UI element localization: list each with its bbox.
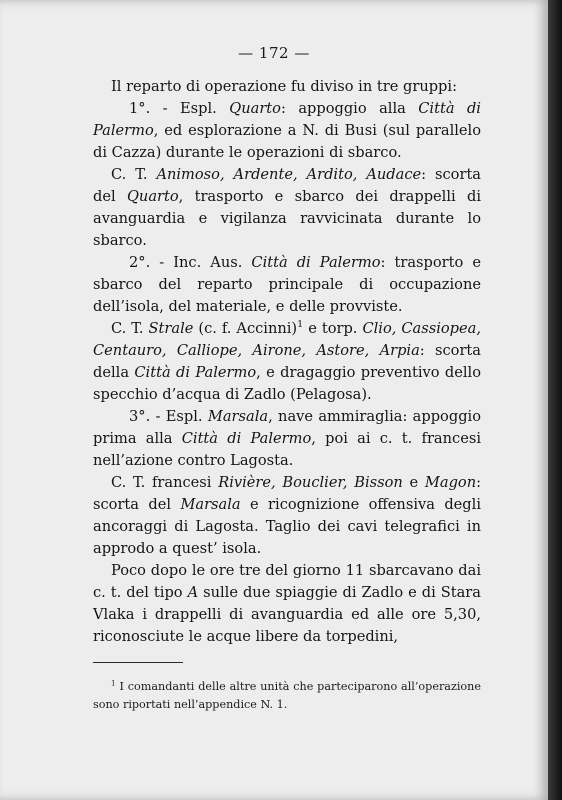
- footnote: [93, 678, 481, 714]
- text-run: 1°. - Espl.: [129, 100, 230, 117]
- italic-text: Clio, Cassiopea, Centauro, Calliope, Airone, Astore, Arpia: [93, 320, 482, 359]
- italic-text: Marsala: [180, 496, 241, 513]
- paragraph: [93, 252, 481, 318]
- text-run: : scorta della: [93, 342, 481, 381]
- text-run: C. T.: [111, 166, 157, 183]
- paragraph: [93, 406, 481, 472]
- text-run: 3°. - Espl.: [129, 408, 208, 425]
- page-edge-shadow: [548, 0, 562, 800]
- text-run: : scorta del: [93, 166, 482, 205]
- paragraph: [93, 560, 481, 648]
- text-run: , ed esplorazione a N. di Busi (sul parallelo di Cazza) durante le operazioni di sbarco.: [93, 122, 481, 161]
- text-run: : scorta del: [93, 474, 482, 513]
- text-run: e torp.: [303, 320, 363, 337]
- italic-text: Marsala: [207, 408, 269, 425]
- italic-text: Animoso, Ardente, Ardito, Audace: [156, 166, 422, 183]
- italic-text: Città di Palermo: [181, 430, 312, 447]
- italic-text: Strale: [148, 320, 194, 337]
- text-run: , poi ai c. t. francesi nell’azione contro Lagosta.: [93, 430, 481, 469]
- text-run: : trasporto e sbarco del reparto principale di occupazione dell’isola, del materiale, e delle provviste.: [93, 254, 481, 315]
- text-run: Poco dopo le ore tre del giorno 11 sbarcavano dai c. t. del tipo: [93, 562, 481, 601]
- text-run: 2°. - Inc. Aus.: [129, 254, 252, 271]
- paragraph: [93, 98, 481, 164]
- footnote-rule: [93, 662, 183, 663]
- footnote-paragraph: [93, 678, 481, 714]
- italic-text: Città di Palermo: [93, 100, 481, 139]
- italic-text: Città di Palermo: [134, 364, 257, 381]
- paragraph: [93, 472, 481, 560]
- italic-text: Quarto: [126, 188, 179, 205]
- italic-text: Magon: [424, 474, 477, 491]
- footnote-ref: 1: [297, 319, 304, 331]
- paragraph: [93, 164, 481, 252]
- text-run: e ricognizione offensiva degli ancoraggi di Lagosta. Taglio dei cavi telegrafici in approdo a quest’ isola.: [93, 496, 481, 557]
- text-run: C. T. francesi: [111, 474, 219, 491]
- text-run: C. T.: [111, 320, 149, 337]
- page-number: — 172 —: [238, 44, 310, 62]
- text-run: , trasporto e sbarco dei drappelli di avanguardia e vigilanza ravvicinata durante lo sbarco.: [93, 188, 481, 249]
- italic-text: Città di Palermo: [251, 254, 381, 271]
- text-run: , nave ammiraglia: appoggio prima alla: [93, 408, 481, 447]
- paragraph: [93, 318, 481, 406]
- text-run: , e dragaggio preventivo dello specchio d’acqua di Zadlo (Pelagosa).: [93, 364, 482, 403]
- body-text: [93, 76, 481, 648]
- text-run: Il reparto di operazione fu diviso in tre gruppi:: [111, 78, 457, 95]
- text-run: sulle due spiaggie di Zadlo e di Stara Vlaka i drappelli di avanguardia ed alle ore 5,30, riconosciute le acque libere da torpedini,: [93, 584, 481, 645]
- italic-text: Rivière, Bouclier, Bisson: [218, 474, 403, 491]
- text-run: e: [402, 474, 425, 491]
- footnote-marker: 1: [111, 678, 116, 688]
- italic-text: Quarto: [229, 100, 281, 117]
- paragraph: [93, 76, 481, 98]
- italic-text: A: [187, 584, 199, 601]
- text-run: : appoggio alla: [280, 100, 419, 117]
- footnote-text: I comandanti delle altre unità che parteciparono all’operazione sono riportati nell’appendice N. 1.: [93, 680, 481, 711]
- text-run: (c. f. Accinni): [193, 320, 298, 337]
